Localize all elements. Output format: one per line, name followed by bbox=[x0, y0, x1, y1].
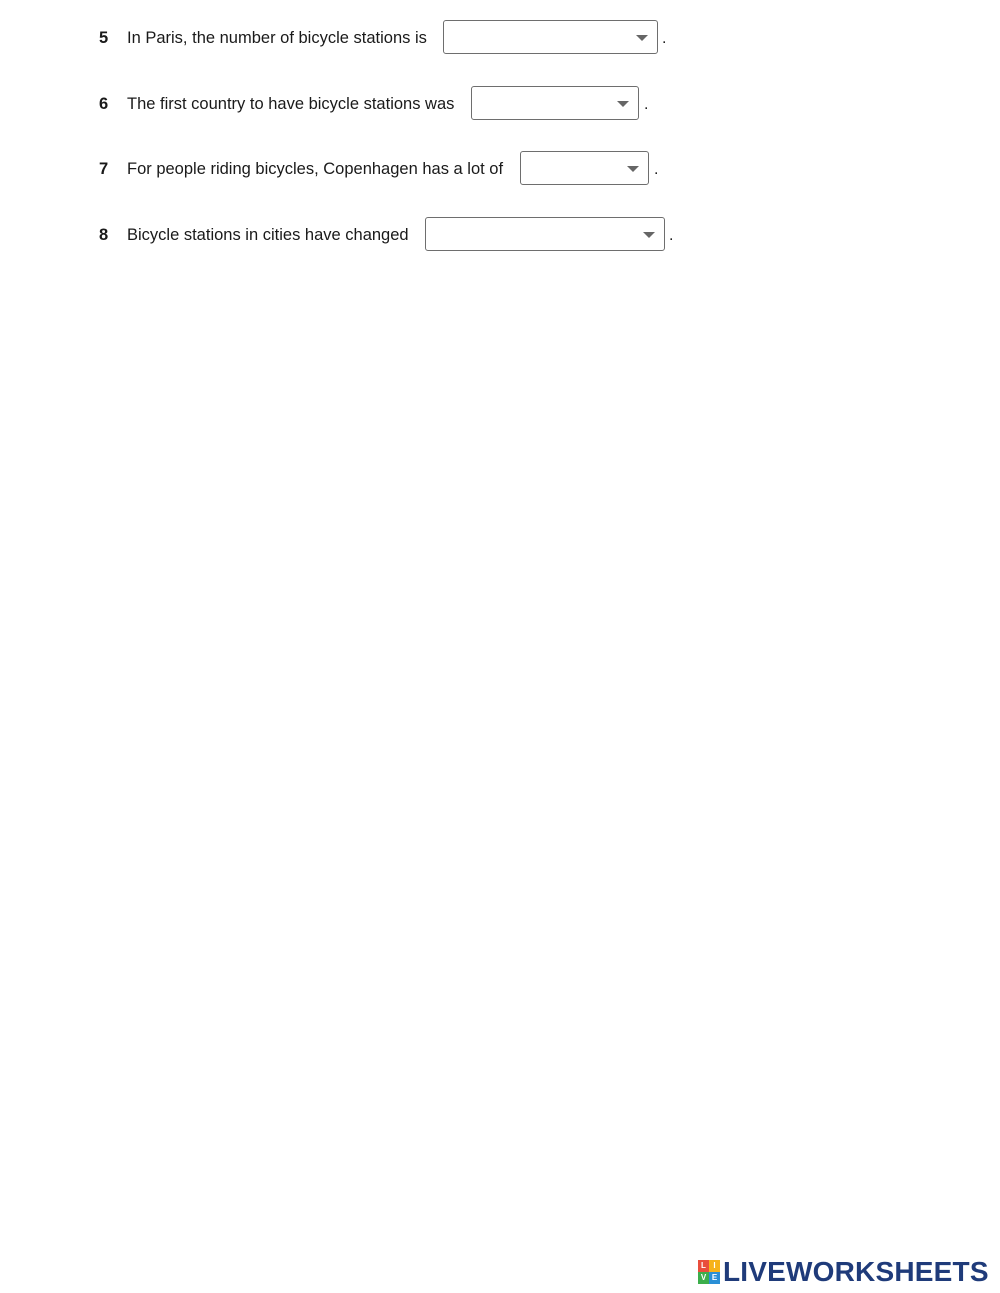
answer-dropdown-7[interactable] bbox=[520, 151, 649, 185]
question-number: 7 bbox=[99, 159, 109, 178]
caret-down-icon bbox=[627, 166, 639, 172]
question-number: 8 bbox=[99, 225, 109, 244]
logo-wordmark: LIVEWORKSHEETS bbox=[723, 1256, 989, 1287]
liveworksheets-logo bbox=[698, 1258, 989, 1286]
sentence-period: . bbox=[662, 30, 667, 47]
question-number: 5 bbox=[99, 28, 109, 47]
question-text: For people riding bicycles, Copenhagen has a lot of bbox=[127, 159, 504, 178]
sentence-period: . bbox=[644, 96, 649, 113]
caret-down-icon bbox=[643, 232, 655, 238]
answer-dropdown-6[interactable] bbox=[471, 86, 639, 120]
answer-dropdown-5[interactable] bbox=[443, 20, 658, 54]
sentence-period: . bbox=[669, 227, 674, 244]
question-text: In Paris, the number of bicycle stations is bbox=[127, 28, 427, 47]
question-text: The first country to have bicycle stations was bbox=[127, 94, 455, 113]
logo-mark-letter: V bbox=[698, 1272, 709, 1284]
question-text: Bicycle stations in cities have changed bbox=[127, 225, 409, 244]
caret-down-icon bbox=[636, 35, 648, 41]
caret-down-icon bbox=[617, 101, 629, 107]
logo-mark-icon bbox=[698, 1260, 720, 1284]
logo-mark-letter: E bbox=[709, 1272, 720, 1284]
question-number: 6 bbox=[99, 94, 109, 113]
answer-dropdown-8[interactable] bbox=[425, 217, 665, 251]
logo-mark-letter: L bbox=[698, 1260, 709, 1272]
logo-mark-letter: I bbox=[709, 1260, 720, 1272]
sentence-period: . bbox=[654, 161, 659, 178]
